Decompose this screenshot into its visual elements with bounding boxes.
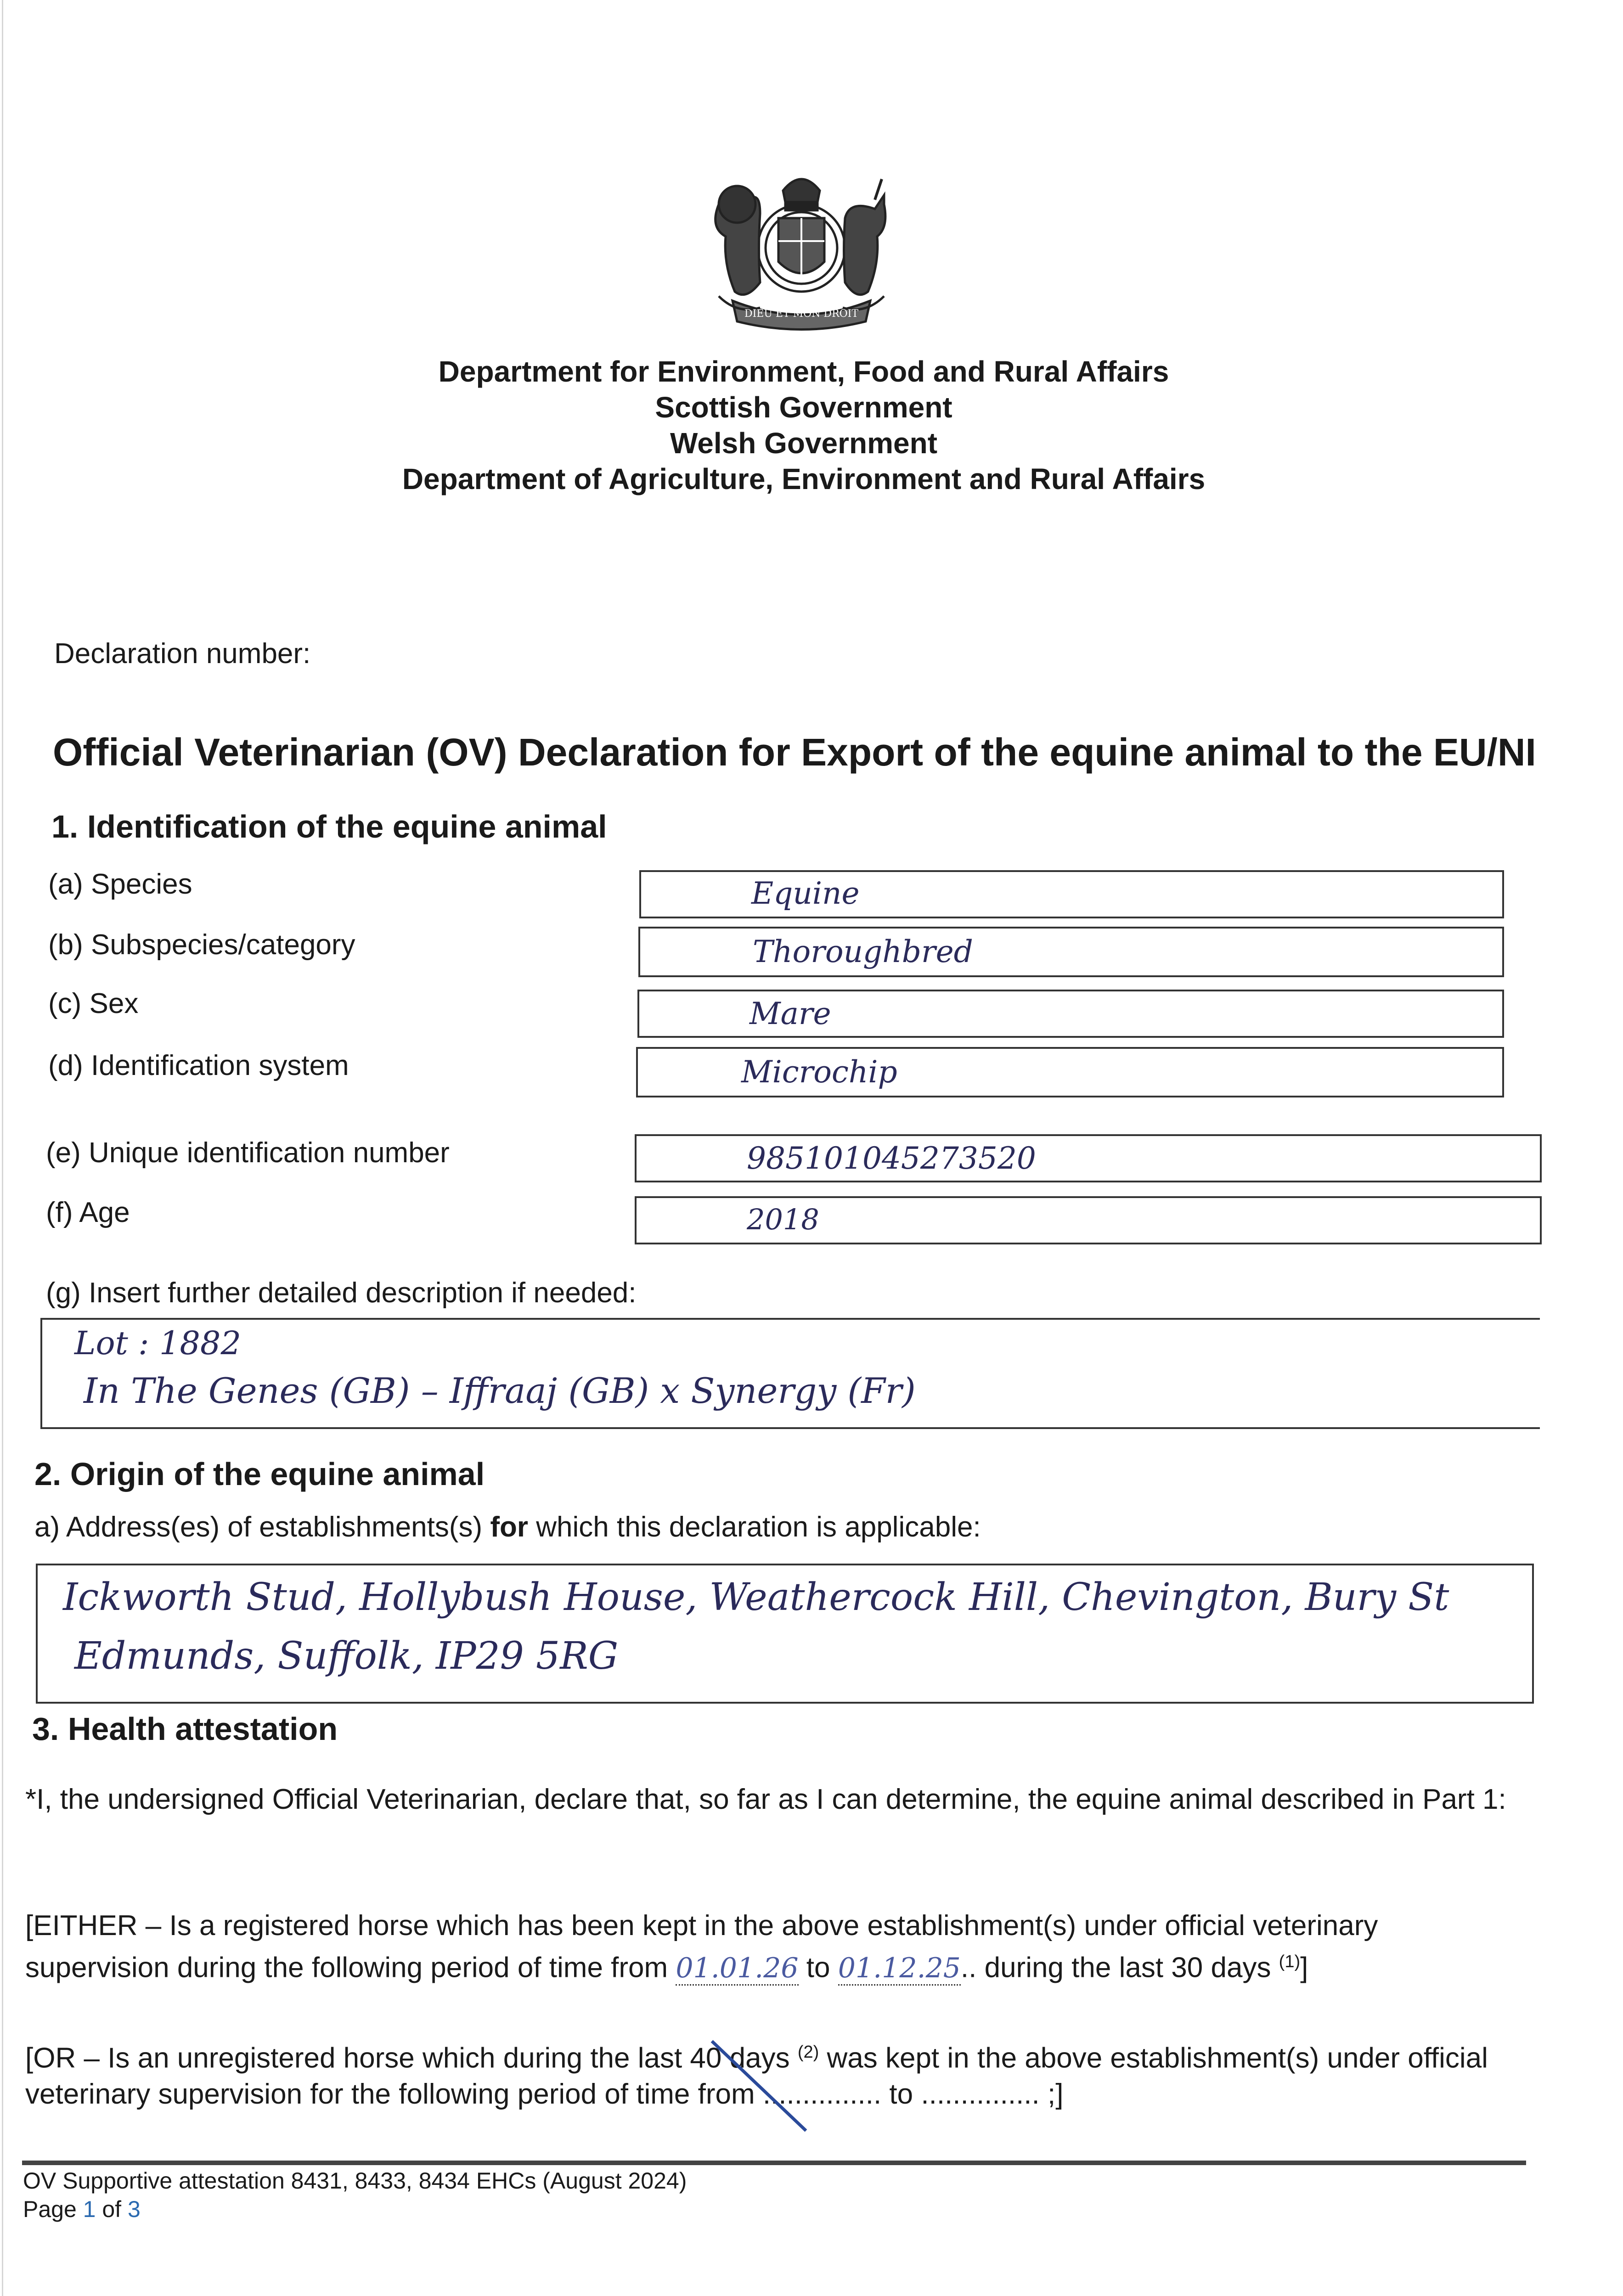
department-defra: Department for Environment, Food and Rural Affairs [438,355,1169,388]
sex-value: Mare [750,996,831,1031]
either-end: ] [1300,1952,1308,1984]
subspecies-value: Thoroughbred [753,934,973,969]
address-label-post: which this declaration is applicable: [528,1511,981,1543]
subspecies-field[interactable] [638,927,1504,977]
scan-edge [2,0,3,2296]
either-footnote: (1) [1279,1952,1301,1971]
address-field[interactable] [36,1564,1534,1704]
section3-heading: 3. Health attestation [32,1711,338,1747]
further-description-field[interactable] [40,1318,1540,1429]
either-mid: to [798,1952,838,1984]
uid-value: 985101045273520 [747,1141,1036,1176]
either-from-date[interactable]: 01.01.26 [676,1952,798,1986]
age-label: (f) Age [46,1197,130,1228]
address-label-pre: a) Address(es) of establishments(s) [34,1511,490,1543]
royal-coat-of-arms-icon [691,163,912,338]
or-line1-pre: [OR – Is an unregistered horse which during the last 40 days [25,2042,798,2074]
address-line1: Ickworth Stud, Hollybush House, Weathercock Hill, Chevington, Bury St [63,1576,1449,1619]
footer-attestation: OV Supportive attestation 8431, 8433, 8434 EHCs (August 2024) [23,2168,687,2194]
further-description-line2: In The Genes (GB) – Iffraaj (GB) x Synergy (Fr) [84,1370,916,1411]
section2-heading: 2. Origin of the equine animal [34,1456,485,1492]
either-clause [25,1908,1532,1986]
page-total: 3 [127,2196,141,2222]
declaration-number-label: Declaration number: [54,638,311,670]
uid-field[interactable] [635,1134,1542,1182]
id-system-label: (d) Identification system [48,1050,349,1081]
id-system-value: Microchip [741,1054,897,1090]
age-value: 2018 [747,1203,819,1236]
address-label-bold: for [490,1511,529,1543]
either-pre: supervision during the following period of time from [25,1952,676,1984]
department-daera: Department of Agriculture, Environment and Rural Affairs [402,462,1206,495]
either-post: .. during the last 30 days [960,1952,1279,1984]
section1-heading: 1. Identification of the equine animal [51,809,607,844]
page-pre: Page [23,2196,83,2222]
department-welsh-government: Welsh Government [670,427,938,460]
subspecies-label: (b) Subspecies/category [48,929,355,961]
or-line2: veterinary supervision for the following period of time from ............... to ............... ;] [25,2078,1064,2110]
age-field[interactable] [635,1196,1542,1244]
either-to-date[interactable]: 01.12.25 [838,1952,961,1986]
further-description-line1: Lot : 1882 [74,1324,241,1362]
footer-rule [22,2161,1526,2165]
or-line1-post: was kept in the above establishment(s) under official [819,2042,1488,2074]
uid-label: (e) Unique identification number [46,1137,450,1169]
id-system-field[interactable] [636,1047,1504,1097]
strike-through-mark [698,2037,817,2138]
or-footnote: (2) [797,2043,819,2062]
sex-label: (c) Sex [48,988,139,1019]
further-description-label: (g) Insert further detailed description if needed: [46,1277,637,1309]
footer-page-number [23,2195,141,2223]
species-value: Equine [751,876,860,911]
address-line2: Edmunds, Suffolk, IP29 5RG [74,1634,619,1678]
sex-field[interactable] [637,990,1504,1038]
either-line2 [25,1944,1532,1986]
page-current: 1 [83,2196,96,2222]
page-title: Official Veterinarian (OV) Declaration for Export of the equine animal to the EU/NI [53,731,1536,774]
health-attestation-intro: *I, the undersigned Official Veterinarian, declare that, so far as I can determine, the equine animal described in Part 1: [25,1784,1506,1815]
department-scottish-government: Scottish Government [655,391,952,424]
page-mid: of [96,2196,128,2222]
either-line1: [EITHER – Is a registered horse which has been kept in the above establishment(s) under official veterinary [25,1910,1378,1941]
species-label: (a) Species [48,868,192,900]
species-field[interactable] [639,870,1504,918]
department-list [321,354,1286,497]
svg-text:DIEU ET MON DROIT: DIEU ET MON DROIT [744,308,859,320]
address-label [34,1511,981,1544]
